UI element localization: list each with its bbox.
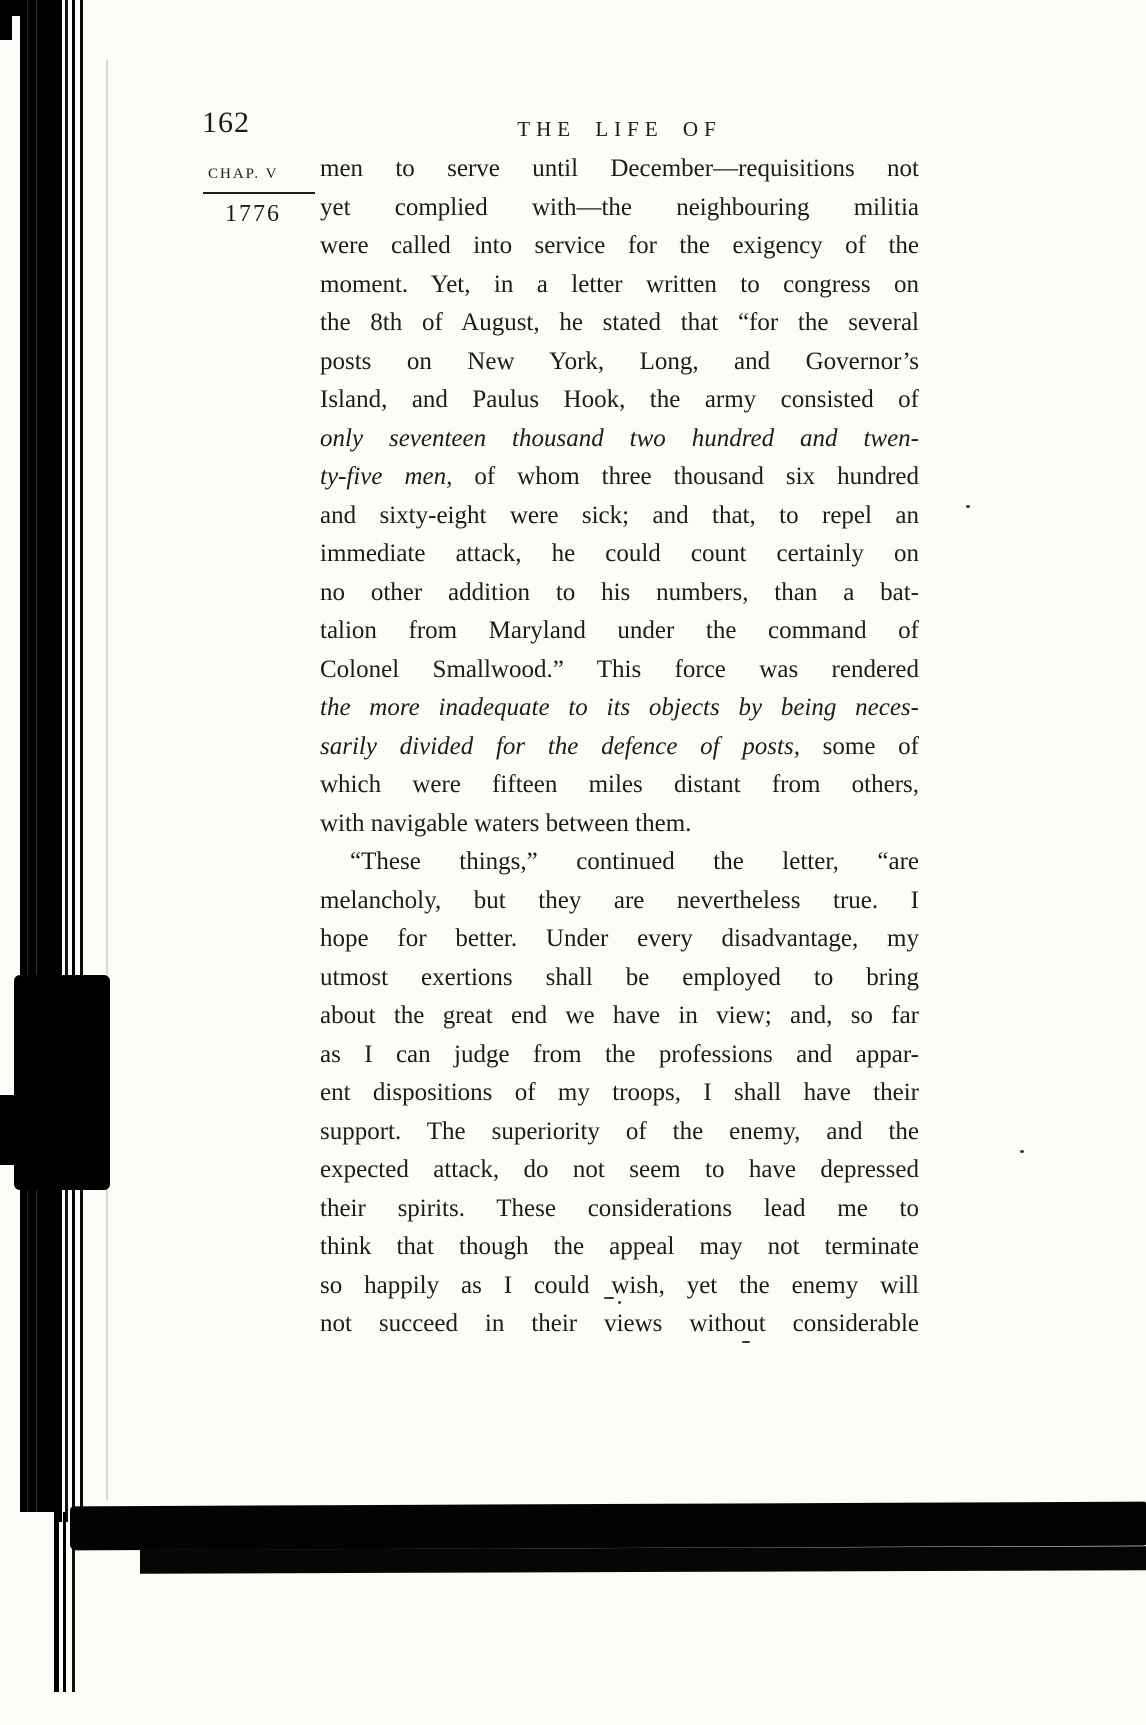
body-text-segment: support. The superiority of the enemy, and the	[320, 1117, 919, 1145]
body-text-segment: melancholy, but they are nevertheless true. I	[320, 886, 919, 914]
body-text-segment: as I can judge from the professions and appar-	[320, 1040, 919, 1068]
body-line	[320, 266, 919, 305]
body-line	[320, 574, 919, 613]
scan-binding-streaks	[58, 0, 88, 1522]
body-text-segment: and sixty-eight were sick; and that, to repel an	[320, 501, 919, 529]
body-text-segment: the 8th of August, he stated that “for the several	[320, 309, 919, 336]
body-line	[320, 535, 919, 574]
body-text-segment: which were fifteen miles distant from others,	[320, 771, 919, 798]
chapter-rule	[203, 192, 315, 194]
body-text-segment: no other addition to his numbers, than a bat-	[320, 578, 919, 606]
scan-blotch	[14, 975, 110, 1190]
body-line	[320, 420, 919, 459]
body-line	[320, 458, 919, 497]
body-text-segment: with navigable waters between them.	[320, 809, 692, 837]
scan-speck	[966, 505, 970, 508]
body-line	[320, 381, 919, 420]
body-line	[320, 805, 919, 844]
body-line	[320, 959, 919, 998]
running-header: THE LIFE OF	[517, 117, 722, 141]
body-line	[320, 1228, 919, 1267]
body-text-segment: think that though the appeal may not terminate	[320, 1233, 919, 1260]
body-text-segment: their spirits. These considerations lead me to	[320, 1194, 919, 1222]
body-text-segment: were called into service for the exigency of the	[320, 232, 919, 259]
scan-speck	[1020, 1150, 1024, 1153]
body-line	[320, 766, 919, 805]
body-text-italic-segment: only seventeen thousand two hundred and twen-	[320, 424, 919, 452]
body-text-italic-segment: sarily divided for the defence of posts,	[320, 732, 800, 760]
body-text-segment: moment. Yet, in a letter written to congress on	[320, 270, 919, 298]
body-line	[320, 1190, 919, 1229]
body-line	[320, 997, 919, 1036]
body-text-segment: Island, and Paulus Hook, the army consisted of	[320, 386, 919, 413]
body-line	[320, 1267, 919, 1306]
body-text-segment: ent dispositions of my troops, I shall have their	[320, 1079, 919, 1106]
body-text-segment: immediate attack, he could count certainly on	[320, 540, 919, 567]
body-line	[320, 150, 919, 189]
scan-bottom-bar	[70, 1502, 1146, 1551]
body-text-segment: yet complied with—the neighbouring militia	[320, 193, 919, 221]
scan-blotch-left	[0, 1095, 20, 1165]
body-line	[320, 882, 919, 921]
body-line	[320, 728, 919, 767]
body-text-segment: hope for better. Under every disadvantage, my	[320, 925, 919, 952]
body-line	[320, 920, 919, 959]
body-text-segment: men to serve until December—requisitions not	[320, 155, 919, 182]
body-text-segment: talion from Maryland under the command of	[320, 617, 919, 644]
page-number: 162	[202, 106, 250, 139]
body-text-italic-segment: the more inadequate to its objects by being neces-	[320, 694, 919, 721]
body-text-segment: not succeed in their views without considerable	[320, 1310, 919, 1337]
body-text-segment: “These things,” continued the letter, “are	[350, 848, 919, 875]
body-line	[320, 1036, 919, 1075]
year-label: 1776	[225, 201, 281, 227]
body-text-segment: some of	[799, 732, 919, 760]
body-line	[320, 497, 919, 536]
body-line	[320, 1074, 919, 1113]
scan-binding-band	[20, 0, 58, 1512]
body-text-segment: Colonel Smallwood.” This force was rendered	[320, 655, 919, 683]
body-line	[320, 612, 919, 651]
body-line	[320, 189, 919, 228]
body-text	[320, 150, 919, 1344]
body-text-segment: expected attack, do not seem to have depressed	[320, 1156, 919, 1183]
chapter-label: CHAP. V	[208, 166, 279, 182]
body-text-segment: about the great end we have in view; and, so far	[320, 1002, 919, 1029]
body-text-italic-segment: ty-five men,	[320, 463, 453, 490]
body-text-segment: of whom three thousand six hundred	[452, 463, 920, 490]
body-text-segment: posts on New York, Long, and Governor’s	[320, 347, 919, 375]
body-text-segment: so happily as I could wish, yet the enemy will	[320, 1271, 919, 1299]
body-text-segment: utmost exertions shall be employed to bring	[320, 963, 919, 991]
body-line	[320, 1305, 919, 1344]
body-line	[320, 304, 919, 343]
body-line	[320, 343, 919, 382]
body-line	[320, 651, 919, 690]
scan-bottom-bar-2	[140, 1546, 1146, 1574]
body-line	[320, 843, 919, 882]
body-line	[320, 689, 919, 728]
body-line	[320, 1113, 919, 1152]
body-line	[320, 1151, 919, 1190]
body-line	[320, 227, 919, 266]
scan-edge-shadow	[106, 60, 108, 1500]
